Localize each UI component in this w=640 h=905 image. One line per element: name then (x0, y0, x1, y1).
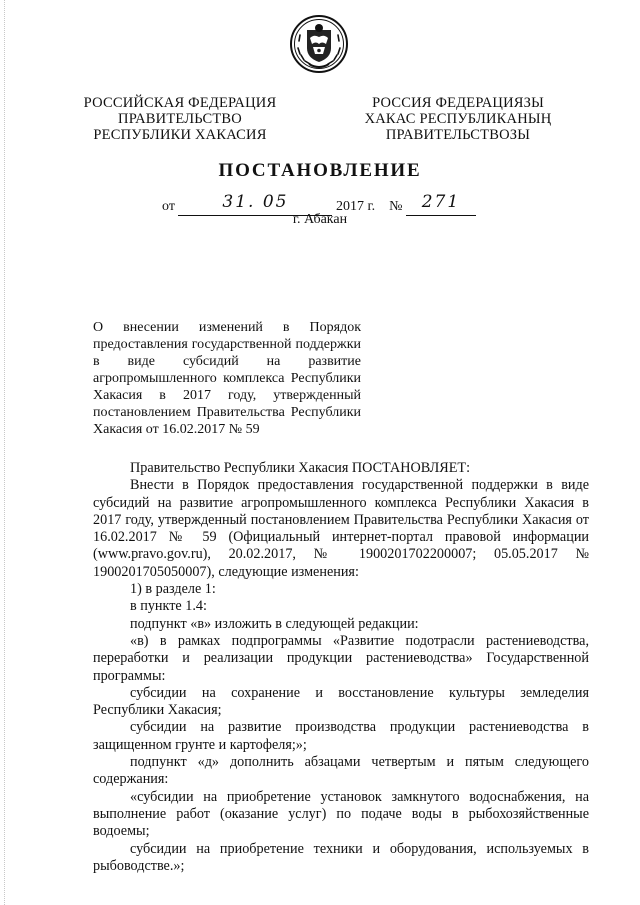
page-edge-scan-line (4, 0, 6, 905)
header-left-line-2: ПРАВИТЕЛЬСТВО (118, 111, 242, 127)
body-paragraph: в пункте 1.4: (130, 598, 207, 615)
body-paragraph: «в) в рамках подпрограммы «Развитие подотрасли растениеводства, переработки и реализации продукции растениеводства» Государственной программы: (93, 632, 589, 684)
header-right-line-3: ПРАВИТЕЛЬСТВОЗЫ (385, 127, 531, 143)
from-label: от (162, 199, 175, 214)
header-right-line-1: РОССИЯ ФЕДЕРАЦИЯЗЫ (372, 95, 544, 111)
number-handwritten: 271 (421, 192, 461, 212)
number-label: № (389, 199, 403, 214)
document-subject: О внесении изменений в Порядок предоставления государственной поддержки в виде субсидий на развитие агропромышленного комплекса Республики Хакасия в 2017 году, утвержденный постановлением Правительства Республики Хакасия от 16.02.2017 № 59 (93, 320, 361, 437)
year-label: 2017 г. (335, 199, 376, 214)
document-title: ПОСТАНОВЛЕНИЕ (218, 160, 422, 181)
header-russian (80, 95, 280, 143)
city-label: г. Абакан (292, 212, 348, 227)
body-paragraph: «субсидии на приобретение установок замкнутого водоснабжения, на выполнение работ (оказание услуг) по подаче воды в рыбохозяйственные водоемы; (93, 788, 589, 840)
body-paragraph: 1) в разделе 1: (130, 581, 216, 598)
header-right-line-2: ХАКАС РЕСПУБЛИКАНЫҢ (364, 111, 552, 127)
date-handwritten: 31. 05 (222, 192, 289, 212)
header-left-line-3: РЕСПУБЛИКИ ХАКАСИЯ (93, 127, 267, 143)
body-paragraph: Правительство Республики Хакасия ПОСТАНОВЛЯЕТ: (130, 460, 471, 476)
document-body (93, 460, 589, 875)
body-paragraph: подпункт «д» дополнить абзацами четвертым и пятым следующего содержания: (93, 754, 589, 788)
coat-of-arms-emblem (289, 14, 349, 74)
body-paragraph: подпункт «в» изложить в следующей редакции: (130, 615, 419, 632)
body-paragraph: Внести в Порядок предоставления государственной поддержки в виде субсидий на развитие агропромышленного комплекса Республики Хакасия в 2017 году, утвержденный постановлением Правительства Республики Хакасия от 16.02.2017 № 59 (Официальный интернет-портал правовой информации (www.pravo.gov.ru), 20.02.2017, № 1900201702200007; 05.05.2017 № 1900201705050007), следующие изменения: (93, 477, 589, 580)
body-paragraph: субсидии на приобретение техники и оборудования, используемых в рыбоводстве.»; (93, 840, 589, 874)
body-paragraph: субсидии на развитие производства продукции растениеводства в защищенном грунте и картофеля;»; (93, 719, 589, 753)
header-khakas (356, 95, 560, 143)
body-paragraph: субсидии на сохранение и восстановление культуры земледелия Республики Хакасия; (93, 684, 589, 719)
header-left-line-1: РОССИЙСКАЯ ФЕДЕРАЦИЯ (83, 95, 277, 111)
